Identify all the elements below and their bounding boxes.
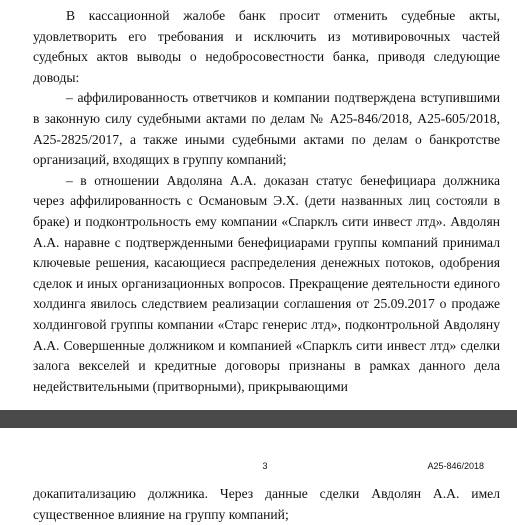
page-body-text <box>33 6 500 397</box>
page-separator <box>0 410 517 428</box>
document-page-bottom <box>0 428 517 525</box>
page-number: 3 <box>262 461 268 471</box>
paragraph-beneficiary: – в отношении Авдоляна А.А. доказан статус бенефициара должника через аффилированность с Османовым Э.Х. (дети названных лиц состояли в браке) и подконтрольность ему компании «Спарклъ сити инвест лтд». Авдолян А.А. наравне с подтвержденными бенефициарами группы компаний принимал ключевые решения, касающиеся распределения денежных потоков, одобрения сделок и иных организационных вопросов. Прекращение деятельности единого холдинга явилось следствием реализации соглашения от 25.09.2017 о продаже холдинговой группы компании «Старс генерис лтд», подконтрольной Авдоляну А.А. Совершенные должником и компанией «Спарклъ сити инвест лтд» сделки залога векселей и кредитные договоры признаны в рамках данного дела недействительными (притворными), прикрывающими <box>33 172 500 394</box>
paragraph-affiliation: – аффилированность ответчиков и компании подтверждена вступившими в законную силу судебными актами по делам № А25-846/2018, А25-605/2018, А25-2825/2017, а также иными судебными актами по делам о банкротстве организаций, входящих в группу компаний; <box>33 90 500 168</box>
paragraph-continuation: докапитализацию должника. Через данные сделки Авдолян А.А. имел существенное влияние на группу компаний; <box>33 486 500 522</box>
case-number-header: А25-846/2018 <box>427 461 484 471</box>
paragraph-intro: В кассационной жалобе банк просит отменить судебные акты, удовлетворить его требования и исключить из мотивировочных частей судебных актов выводы о недобросовестности банка, приводя следующие доводы: <box>33 8 500 85</box>
page-body-text-continued <box>33 484 500 525</box>
